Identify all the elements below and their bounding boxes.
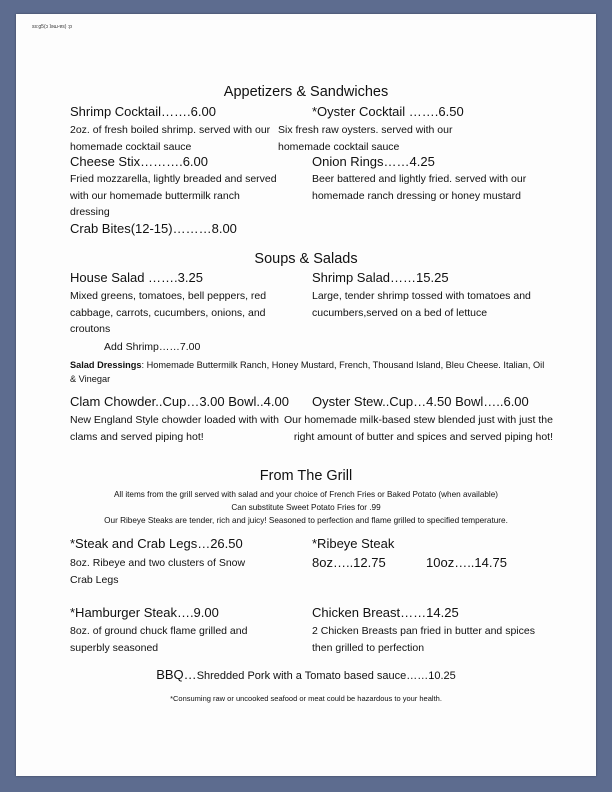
raw-food-warning: *Consuming raw or uncooked seafood or meat could be hazardous to your health.	[170, 694, 442, 703]
shrimp-cocktail-desc: 2oz. of fresh boiled shrimp. served with our homemade cocktail sauce	[70, 124, 271, 153]
clam-chowder-desc: New England Style chowder loaded with with clams and served piping hot!	[70, 414, 279, 443]
oyster-stew-title: Oyster Stew..Cup…4.50 Bowl…..6.00	[312, 394, 529, 409]
scan-stamp: ss:g5(ɔ ʇəɯ-ɐs) :p	[32, 24, 73, 30]
steak-crab-title: *Steak and Crab Legs…26.50	[70, 536, 243, 551]
bbq-line	[16, 666, 596, 684]
ribeye-title: *Ribeye Steak	[312, 536, 395, 551]
chicken-breast-title: Chicken Breast……14.25	[312, 605, 459, 620]
appetizers-heading: Appetizers & Sandwiches	[223, 84, 389, 100]
oyster-stew-desc: Our homemade milk-based stew blended just with just the right amount of butter and spices and served piping hot!	[283, 414, 553, 443]
chicken-breast-desc: 2 Chicken Breasts pan fried in butter and spices then grilled to perfection	[312, 625, 535, 654]
grill-note-3: Our Ribeye Steaks are tender, rich and juicy! Seasoned to perfection and flame grilled to specified temperature.	[104, 516, 508, 525]
shrimp-cocktail-title: Shrimp Cocktail…….6.00	[70, 104, 216, 119]
ribeye-size-8oz: 8oz…..12.75	[312, 555, 386, 570]
menu-page	[16, 14, 596, 776]
hamburger-title: *Hamburger Steak….9.00	[70, 605, 219, 620]
cheese-stix-desc: Fried mozzarella, lightly breaded and served with our homemade buttermilk ranch dressing	[70, 173, 277, 218]
hamburger-desc: 8oz. of ground chuck flame grilled and superbly seasoned	[70, 625, 248, 654]
shrimp-salad-desc: Large, tender shrimp tossed with tomatoes and cucumbers,served on a bed of lettuce	[312, 290, 531, 319]
cheese-stix-title: Cheese Stix……….6.00	[70, 154, 209, 169]
oyster-cocktail-title: *Oyster Cocktail …….6.50	[312, 104, 464, 119]
grill-note-2: Can substitute Sweet Potato Fries for .99	[231, 503, 381, 512]
grill-heading: From The Grill	[259, 468, 353, 484]
house-salad-title: House Salad …….3.25	[70, 270, 203, 285]
grill-note-1: All items from the grill served with salad and your choice of French Fries or Baked Potato (when available)	[113, 490, 499, 499]
onion-rings-title: Onion Rings……4.25	[312, 154, 435, 169]
soups-heading: Soups & Salads	[254, 251, 358, 267]
house-salad-desc: Mixed greens, tomatoes, bell peppers, red cabbage, carrots, cucumbers, onions, and croutons	[70, 290, 267, 335]
onion-rings-desc: Beer battered and lightly fried. served with our homemade ranch dressing or honey mustard	[312, 173, 527, 202]
oyster-cocktail-desc: Six fresh raw oysters. served with our homemade cocktail sauce	[278, 124, 453, 153]
salad-dressings-label: Salad Dressings	[70, 360, 142, 370]
salad-dressings	[70, 358, 550, 386]
clam-chowder-title: Clam Chowder..Cup…3.00 Bowl..4.00	[70, 394, 289, 409]
crab-bites-title: Crab Bites(12-15)………8.00	[70, 221, 237, 236]
salad-dressings-text: : Homemade Buttermilk Ranch, Honey Mustard, French, Thousand Island, Bleu Cheese. Italian, Oil & Vinegar	[70, 360, 545, 384]
ribeye-size-10oz: 10oz…..14.75	[426, 555, 507, 570]
steak-crab-desc: 8oz. Ribeye and two clusters of Snow Crab Legs	[70, 557, 246, 586]
bbq-label: BBQ…	[156, 667, 197, 682]
bbq-text: Shredded Pork with a Tomato based sauce……10.25	[196, 670, 456, 682]
add-shrimp: Add Shrimp……7.00	[104, 341, 201, 353]
shrimp-salad-title: Shrimp Salad……15.25	[312, 270, 449, 285]
